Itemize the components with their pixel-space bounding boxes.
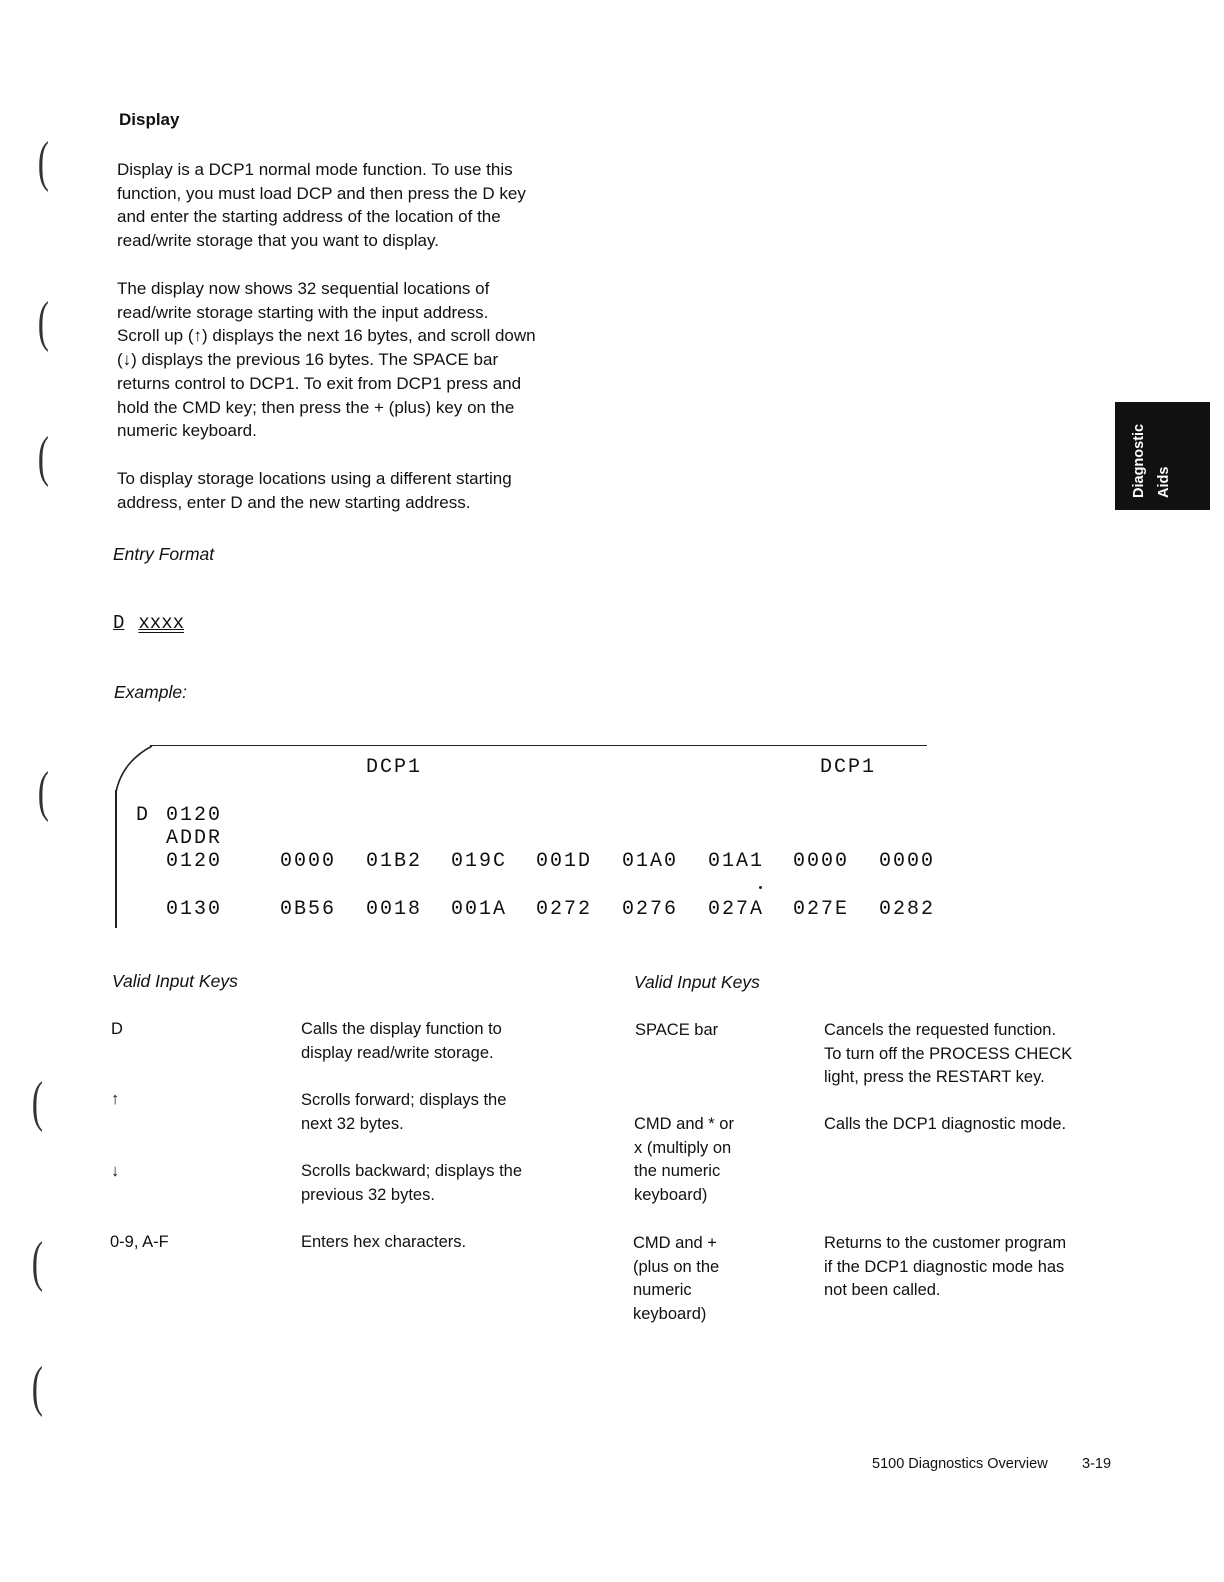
text-line: x (multiply on <box>634 1138 732 1157</box>
section-tab-label: Diagnostic <box>1131 423 1147 498</box>
key-name <box>633 1232 719 1327</box>
screen-left-border <box>115 790 117 928</box>
key-name: D <box>111 1020 123 1038</box>
text-line: SPACE bar <box>635 1021 719 1039</box>
margin-mark: ( <box>37 291 49 353</box>
intro-paragraph <box>117 158 607 253</box>
screen-corner-curve <box>112 744 154 794</box>
screen-entry-command: D <box>136 804 151 827</box>
text-line: Display is a DCP1 normal mode function. To use this <box>117 160 513 179</box>
text-line: returns control to DCP1. To exit from DCP1 press and <box>117 373 522 393</box>
text-line: To display storage locations using a different starting <box>117 469 512 488</box>
row-address: 0130 <box>166 898 223 921</box>
storage-value: 0000 <box>879 850 936 873</box>
storage-value: 01A1 <box>708 850 765 873</box>
text-line: not been called. <box>824 1281 941 1300</box>
text-line: previous 32 bytes. <box>301 1185 435 1204</box>
storage-value: 0000 <box>793 850 850 873</box>
text-line: if the DCP1 diagnostic mode has <box>824 1257 1065 1276</box>
text-line: Scrolls backward; displays the <box>301 1162 523 1180</box>
text-line: function, you must load DCP and then press the D key <box>117 183 526 203</box>
key-description <box>301 1231 466 1255</box>
key-name: 0-9, A-F <box>110 1233 169 1251</box>
valid-keys-header-right: Valid Input Keys <box>634 972 760 992</box>
example-label: Example: <box>114 682 187 702</box>
text-line: read/write storage that you want to display. <box>117 231 439 251</box>
cursor-dot <box>759 886 762 889</box>
key-description <box>824 1019 1072 1090</box>
storage-value: 001D <box>536 850 593 873</box>
text-line: CMD and * or <box>634 1115 734 1133</box>
text-line: Calls the display function to <box>301 1020 502 1038</box>
storage-value: 0282 <box>879 898 936 921</box>
text-line: display read/write storage. <box>301 1043 494 1062</box>
text-line: Calls the DCP1 diagnostic mode. <box>824 1115 1067 1133</box>
page-number: 3-19 <box>1082 1456 1112 1472</box>
new-address-paragraph <box>117 467 607 514</box>
text-line: Cancels the requested function. <box>824 1021 1057 1039</box>
text-line: (plus on the <box>633 1257 720 1276</box>
section-tab <box>1115 402 1210 510</box>
storage-value: 027A <box>708 898 765 921</box>
text-line: CMD and + <box>633 1234 717 1252</box>
key-description <box>301 1089 506 1136</box>
storage-value: 001A <box>451 898 508 921</box>
margin-mark: ( <box>31 1071 43 1133</box>
text-line: numeric <box>633 1281 692 1300</box>
row-address: 0120 <box>166 850 223 873</box>
margin-mark: ( <box>37 761 49 823</box>
display-description-paragraph <box>117 277 607 443</box>
text-line: The display now shows 32 sequential locations of <box>117 279 490 298</box>
footer-title: 5100 Diagnostics Overview <box>872 1456 1048 1472</box>
valid-keys-header-left: Valid Input Keys <box>112 971 238 991</box>
text-line: light, press the RESTART key. <box>824 1068 1045 1087</box>
storage-value: 0272 <box>536 898 593 921</box>
margin-mark: ( <box>37 131 49 193</box>
key-description <box>824 1232 1066 1303</box>
entry-argument: xxxx <box>138 612 185 634</box>
margin-mark: ( <box>31 1231 43 1293</box>
text-line: Scroll up (↑) displays the next 16 bytes, and scroll down <box>117 326 536 346</box>
storage-value: 0B56 <box>280 898 337 921</box>
screen-title-right: DCP1 <box>820 756 877 779</box>
margin-mark: ( <box>31 1356 43 1418</box>
storage-value: 01A0 <box>622 850 679 873</box>
text-line: Scrolls forward; displays the <box>301 1091 507 1109</box>
storage-value: 0276 <box>622 898 679 921</box>
text-line: the numeric <box>634 1162 721 1181</box>
storage-value: 0000 <box>280 850 337 873</box>
storage-value: 01B2 <box>366 850 423 873</box>
text-line: keyboard) <box>634 1186 708 1205</box>
key-description <box>301 1160 522 1207</box>
entry-format <box>113 612 184 634</box>
key-name: ↑ <box>111 1090 120 1108</box>
section-tab-label: Aids <box>1156 466 1172 498</box>
text-line: read/write storage starting with the input address. <box>117 302 489 322</box>
key-name <box>635 1019 718 1043</box>
text-line: keyboard) <box>633 1305 707 1324</box>
screen-title-left: DCP1 <box>366 756 423 779</box>
text-line: and enter the starting address of the location of the <box>117 207 501 227</box>
screen-entry-address: 0120 <box>166 804 223 827</box>
key-description <box>301 1018 502 1065</box>
entry-format-label: Entry Format <box>113 544 215 564</box>
text-line: To turn off the PROCESS CHECK <box>824 1044 1073 1063</box>
text-line: (↓) displays the previous 16 bytes. The SPACE bar <box>117 350 499 370</box>
text-line: Returns to the customer program <box>824 1234 1067 1252</box>
key-name <box>634 1113 734 1208</box>
text-line: numeric keyboard. <box>117 421 257 441</box>
margin-mark: ( <box>37 426 49 488</box>
entry-command: D <box>113 612 125 634</box>
storage-value: 0018 <box>366 898 423 921</box>
screen-addr-header: ADDR <box>166 827 223 850</box>
key-name: ↓ <box>111 1162 120 1180</box>
screen-top-border <box>150 745 927 746</box>
section-heading: Display <box>119 110 180 129</box>
key-description <box>824 1113 1066 1137</box>
text-line: Enters hex characters. <box>301 1233 467 1251</box>
text-line: address, enter D and the new starting address. <box>117 492 471 512</box>
storage-value: 027E <box>793 898 850 921</box>
storage-value: 019C <box>451 850 508 873</box>
text-line: next 32 bytes. <box>301 1114 404 1133</box>
text-line: hold the CMD key; then press the + (plus) key on the <box>117 397 515 417</box>
